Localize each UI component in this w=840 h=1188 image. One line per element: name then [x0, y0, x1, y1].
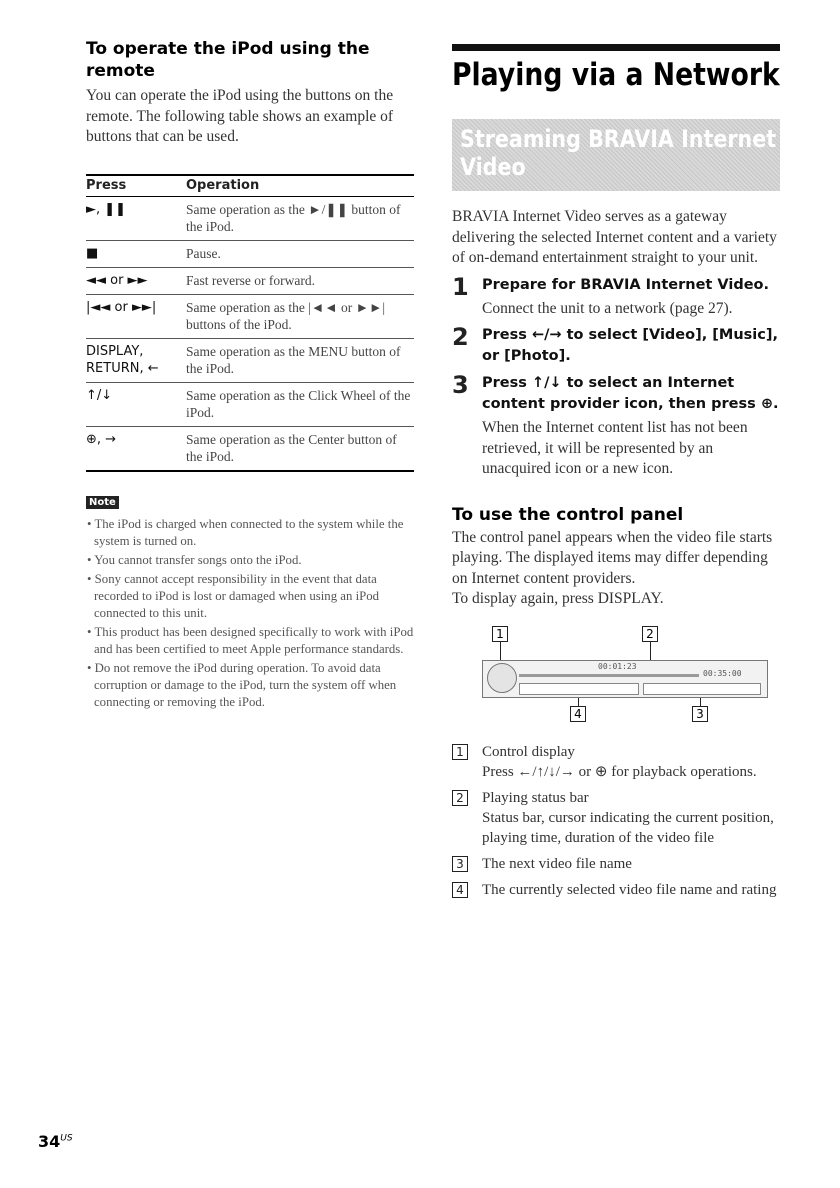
table-row	[86, 196, 414, 240]
callout-2: 2	[642, 626, 658, 642]
legend-item	[452, 742, 780, 782]
note-badge: Note	[86, 496, 119, 509]
section-title-line2: Video	[460, 153, 526, 181]
step-number: 2	[452, 323, 469, 351]
leader-line	[578, 698, 579, 706]
operation-cell: Same operation as the Center button of the iPod.	[186, 426, 414, 471]
list-item: • Do not remove the iPod during operation. To avoid data corruption or damage to the iPod, turn the system off when connecting or removing the iPod.	[87, 660, 397, 709]
step-2	[452, 325, 780, 367]
control-panel-diagram	[482, 626, 782, 722]
section-title-line1: Streaming BRAVIA Internet	[460, 125, 777, 153]
legend-title: Playing status bar	[482, 789, 589, 806]
step-number: 1	[452, 272, 469, 301]
control-panel-heading: To use the control panel	[452, 504, 684, 525]
section-banner	[452, 119, 780, 191]
table-row	[86, 382, 414, 426]
step-title: Press ↑/↓ to select an Internet content provider icon, then press ⊕.	[482, 375, 779, 412]
operation-cell: Fast reverse or forward.	[186, 267, 414, 294]
legend-title: Control display	[482, 743, 575, 760]
press-cell: ◄◄ or ►►	[86, 267, 186, 294]
control-panel-bar	[482, 660, 768, 698]
legend-item	[452, 880, 780, 900]
press-cell: ↑/↓	[86, 382, 186, 426]
table-row	[86, 338, 414, 382]
page-title: Playing via a Network	[452, 57, 780, 93]
step-body: Connect the unit to a network (page 27).	[482, 299, 733, 317]
press-cell: |◄◄ or ►►|	[86, 294, 186, 338]
next-file-box	[643, 683, 761, 695]
left-column	[86, 38, 414, 713]
playing-time: 00:01:23	[598, 661, 637, 671]
table-row	[86, 426, 414, 471]
operation-cell: Pause.	[186, 240, 414, 267]
legend-title: The currently selected video file name and rating	[482, 881, 777, 898]
operations-table	[86, 174, 414, 472]
press-cell: ■	[86, 240, 186, 267]
table-row	[86, 294, 414, 338]
operation-cell: Same operation as the Click Wheel of the iPod.	[186, 382, 414, 426]
callout-3: 3	[692, 706, 708, 722]
list-item: • You cannot transfer songs onto the iPod.	[87, 552, 302, 567]
current-file-box	[519, 683, 639, 695]
page-number	[38, 1132, 73, 1151]
legend-item	[452, 854, 780, 874]
ipod-remote-heading: To operate the iPod using the remote	[86, 39, 370, 81]
legend-number: 1	[452, 744, 468, 760]
list-item: • The iPod is charged when connected to the system while the system is turned on.	[87, 516, 404, 548]
operation-cell: Same operation as the MENU button of the iPod.	[186, 338, 414, 382]
step-body: When the Internet content list has not been retrieved, it will be represented by an unacquired icon or a new icon.	[482, 419, 748, 477]
right-column	[452, 44, 780, 900]
step-title: Press ←/→ to select [Video], [Music], or [Photo].	[482, 327, 778, 364]
page-number-value: 34	[38, 1132, 61, 1151]
press-cell: DISPLAY, RETURN, ←	[86, 338, 186, 382]
legend-desc: Press ←/↑/↓/→ or ⊕ for playback operations.	[482, 763, 757, 780]
callout-1: 1	[492, 626, 508, 642]
control-display-icon	[487, 663, 517, 693]
legend-title: The next video file name	[482, 855, 632, 872]
callout-4: 4	[570, 706, 586, 722]
operation-cell: Same operation as the |◄◄ or ►►| buttons of the iPod.	[186, 294, 414, 338]
step-1	[452, 272, 780, 320]
legend-desc: Status bar, cursor indicating the current position, playing time, duration of the video file	[482, 809, 774, 846]
operation-cell: Same operation as the ►/❚❚ button of the iPod.	[186, 196, 414, 240]
table-row	[86, 267, 414, 294]
list-item: • Sony cannot accept responsibility in the event that data recorded to iPod is lost or damaged when using an iPod connected to this unit.	[87, 571, 380, 620]
leader-line	[700, 698, 701, 706]
press-cell: ⊕, →	[86, 426, 186, 471]
page-number-suffix: US	[60, 1133, 73, 1144]
list-item: • This product has been designed specifically to work with iPod and has been certified to meet Apple performance standards.	[87, 624, 414, 656]
operation-column-header: Operation	[186, 175, 414, 197]
leader-line	[500, 642, 501, 662]
legend-list	[452, 742, 780, 900]
playing-status-bar	[519, 674, 699, 677]
notes-list	[86, 516, 414, 711]
control-panel-text-2: To display again, press DISPLAY.	[452, 590, 664, 607]
legend-item	[452, 788, 780, 848]
legend-number: 4	[452, 882, 468, 898]
legend-number: 2	[452, 790, 468, 806]
table-row	[86, 240, 414, 267]
bravia-intro: BRAVIA Internet Video serves as a gateway delivering the selected Internet content and a variety of on-demand entertainment straight to your unit.	[452, 208, 777, 266]
step-3	[452, 373, 780, 480]
leader-line	[650, 642, 651, 662]
ipod-remote-intro: You can operate the iPod using the buttons on the remote. The following table shows an example of buttons that can be used.	[86, 87, 394, 145]
press-column-header: Press	[86, 175, 186, 197]
chapter-rule	[452, 44, 780, 51]
press-cell: ►, ❚❚	[86, 196, 186, 240]
duration-time: 00:35:00	[703, 668, 742, 678]
step-title: Prepare for BRAVIA Internet Video.	[482, 276, 770, 293]
step-number: 3	[452, 371, 469, 399]
control-panel-text: The control panel appears when the video file starts playing. The displayed items may differ depending on Internet content providers.	[452, 528, 773, 587]
legend-number: 3	[452, 856, 468, 872]
